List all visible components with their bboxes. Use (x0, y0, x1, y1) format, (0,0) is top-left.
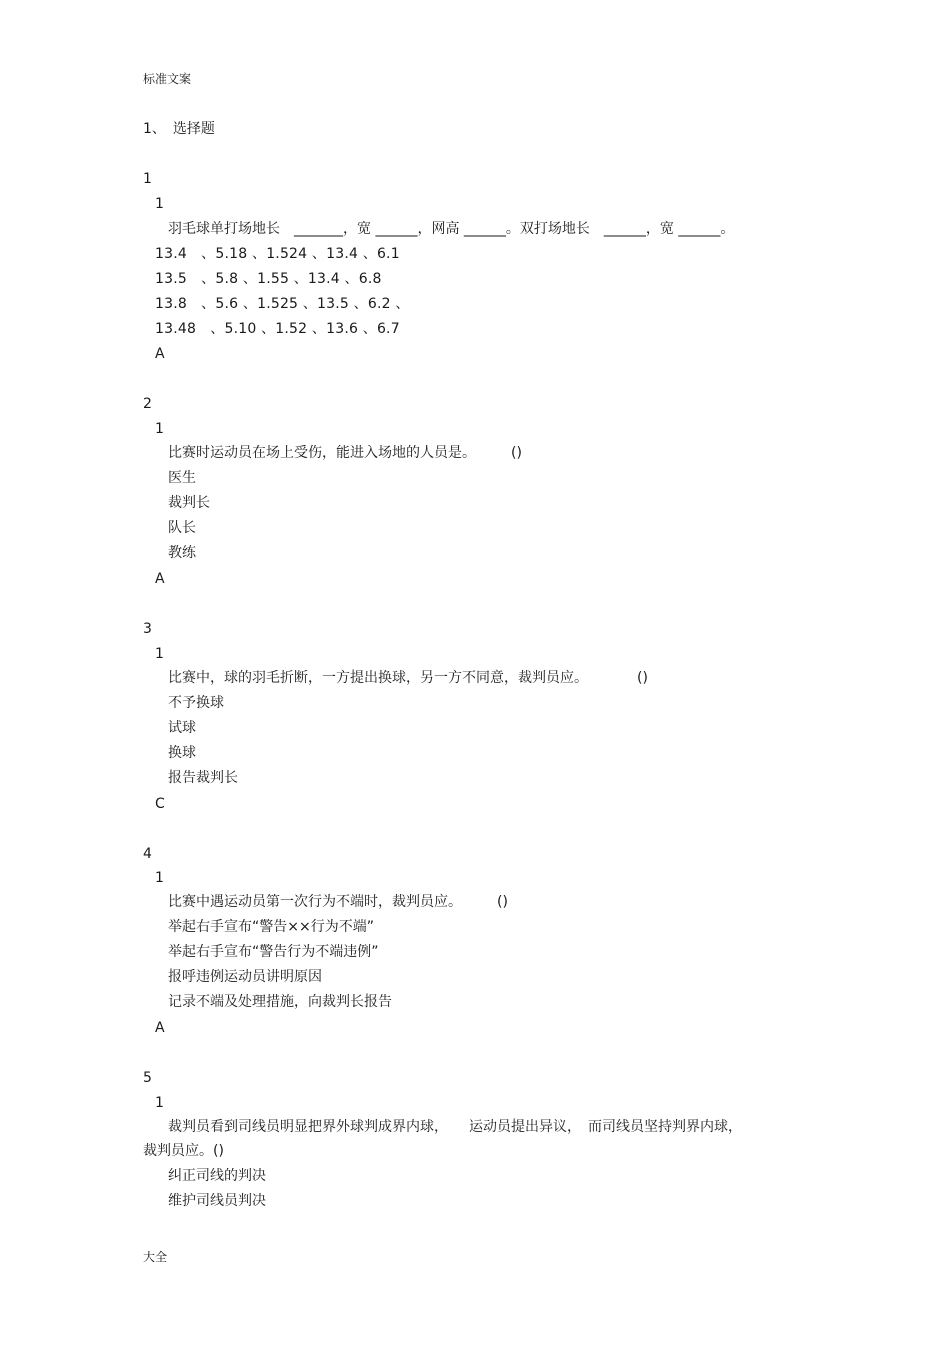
question-stem: 比赛中遇运动员第一次行为不端时，裁判员应。 () (168, 894, 508, 910)
option-b: 试球 (168, 720, 196, 736)
option-d: 报告裁判长 (168, 770, 238, 786)
section-title: 1、 选择题 (143, 121, 215, 137)
option-a: 纠正司线的判决 (168, 1168, 266, 1184)
option-b: 举起右手宣布“警告行为不端违例” (168, 944, 379, 960)
option-d: 记录不端及处理措施，向裁判长报告 (168, 994, 392, 1010)
question-stem: 裁判员看到司线员明显把界外球判成界内球， 运动员提出异议， 而司线员坚持判界内球， (168, 1119, 742, 1135)
answer: A (155, 346, 165, 362)
question-number: 1 (143, 171, 152, 187)
answer: C (155, 796, 165, 812)
question-number: 4 (143, 846, 152, 862)
option-a: 不予换球 (168, 695, 224, 711)
question-type-code: 1 (155, 646, 164, 662)
question-type-code: 1 (155, 1095, 164, 1111)
option-c: 报呼违例运动员讲明原因 (168, 969, 322, 985)
option-b: 维护司线员判决 (168, 1193, 266, 1209)
question-number: 2 (143, 396, 152, 412)
page-header: 标准文案 (143, 72, 192, 86)
option-b: 裁判长 (168, 495, 210, 511)
question-type-code: 1 (155, 196, 164, 212)
question-number: 5 (143, 1070, 152, 1086)
question-type-code: 1 (155, 421, 164, 437)
option-c: 换球 (168, 745, 196, 761)
page-footer: 大全 (143, 1250, 168, 1264)
answer: A (155, 571, 165, 587)
option-d: 教练 (168, 545, 196, 561)
answer: A (155, 1020, 165, 1036)
option-a: 13.4 、5.18 、1.524 、13.4 、6.1 (155, 246, 400, 262)
option-c: 队长 (168, 520, 196, 536)
option-c: 13.8 、5.6 、1.525 、13.5 、6.2 、 (155, 296, 410, 312)
question-type-code: 1 (155, 870, 164, 886)
question-stem: 比赛时运动员在场上受伤，能进入场地的人员是。 () (168, 445, 522, 461)
question-stem: 比赛中，球的羽毛折断，一方提出换球，另一方不同意，裁判员应。 () (168, 670, 648, 686)
question-stem-continued: 裁判员应。() (143, 1143, 224, 1159)
option-d: 13.48 、5.10 、1.52 、13.6 、6.7 (155, 321, 400, 337)
question-number: 3 (143, 621, 152, 637)
option-b: 13.5 、5.8 、1.55 、13.4 、6.8 (155, 271, 382, 287)
option-a: 举起右手宣布“警告××行为不端” (168, 919, 374, 935)
question-stem: 羽毛球单打场地长 _______，宽 ______，网高 ______。双打场地长 ______，宽 ______。 (168, 221, 735, 237)
option-a: 医生 (168, 470, 196, 486)
